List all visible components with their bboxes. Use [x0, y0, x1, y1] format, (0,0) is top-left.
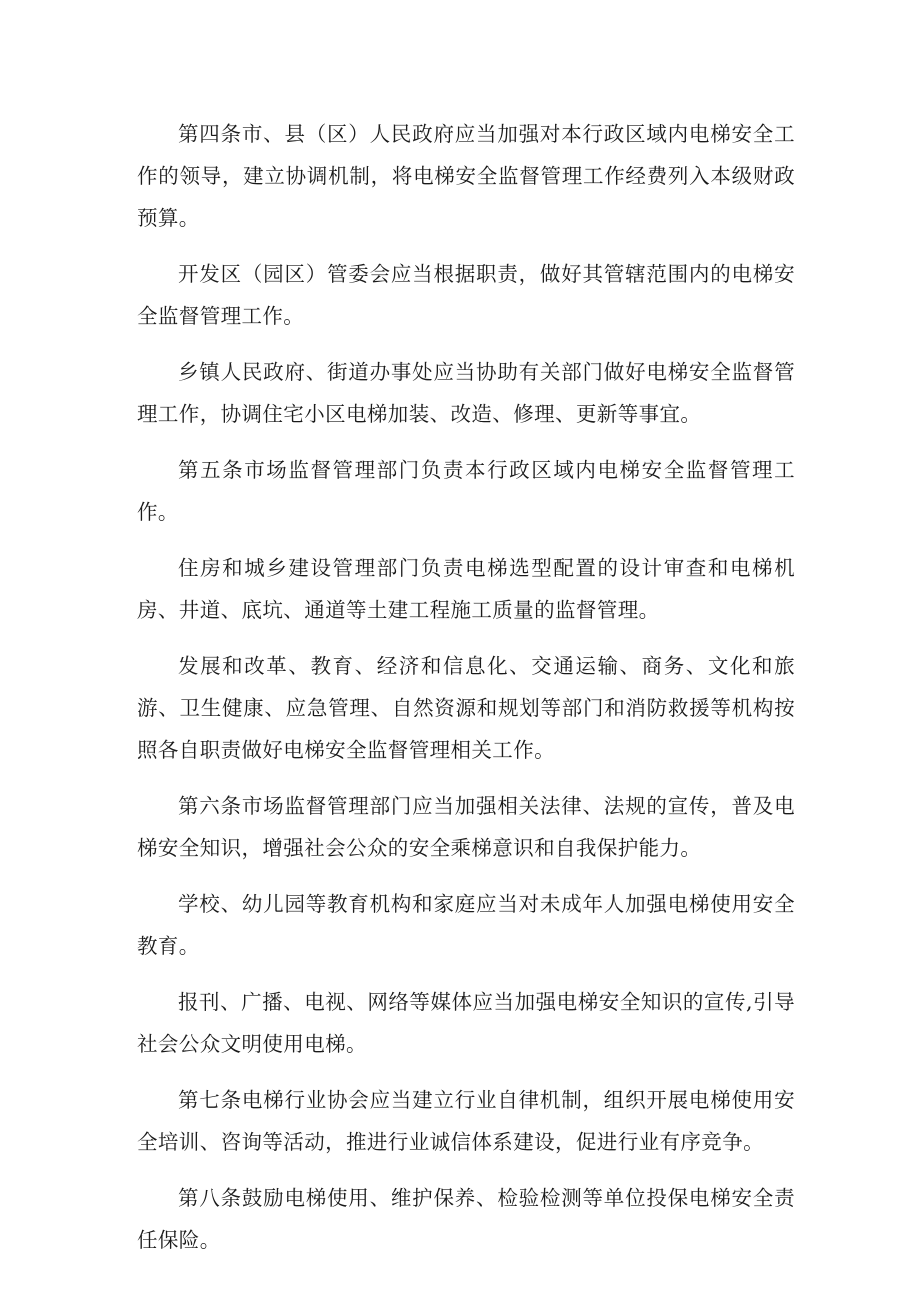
paragraph-article-7: 第七条电梯行业协会应当建立行业自律机制，组织开展电梯使用安全培训、咨询等活动，推进行业诚信体系建设，促进行业有序竞争。 [137, 1088, 795, 1154]
paragraph-development-zone: 开发区（园区）管委会应当根据职责，做好其管辖范围内的电梯安全监督管理工作。 [137, 262, 795, 328]
paragraph-article-5: 第五条市场监督管理部门负责本行政区域内电梯安全监督管理工作。 [137, 458, 795, 524]
paragraph-other-departments: 发展和改革、教育、经济和信息化、交通运输、商务、文化和旅游、卫生健康、应急管理、自然资源和规划等部门和消防救援等机构按照各自职责做好电梯安全监督管理相关工作。 [137, 654, 795, 762]
paragraph-schools: 学校、幼儿园等教育机构和家庭应当对未成年人加强电梯使用安全教育。 [137, 892, 795, 958]
paragraph-article-8: 第八条鼓励电梯使用、维护保养、检验检测等单位投保电梯安全责任保险。 [137, 1186, 795, 1252]
paragraph-township-government: 乡镇人民政府、街道办事处应当协助有关部门做好电梯安全监督管理工作，协调住宅小区电梯加装、改造、修理、更新等事宜。 [137, 360, 795, 426]
paragraph-housing-department: 住房和城乡建设管理部门负责电梯选型配置的设计审查和电梯机房、井道、底坑、通道等土建工程施工质量的监督管理。 [137, 556, 795, 622]
paragraph-article-4: 第四条市、县（区）人民政府应当加强对本行政区域内电梯安全工作的领导，建立协调机制，将电梯安全监督管理工作经费列入本级财政预算。 [137, 122, 795, 230]
document-page [137, 113, 795, 1275]
paragraph-media: 报刊、广播、电视、网络等媒体应当加强电梯安全知识的宣传,引导社会公众文明使用电梯。 [137, 990, 795, 1056]
paragraph-article-6: 第六条市场监督管理部门应当加强相关法律、法规的宣传，普及电梯安全知识，增强社会公众的安全乘梯意识和自我保护能力。 [137, 794, 795, 860]
